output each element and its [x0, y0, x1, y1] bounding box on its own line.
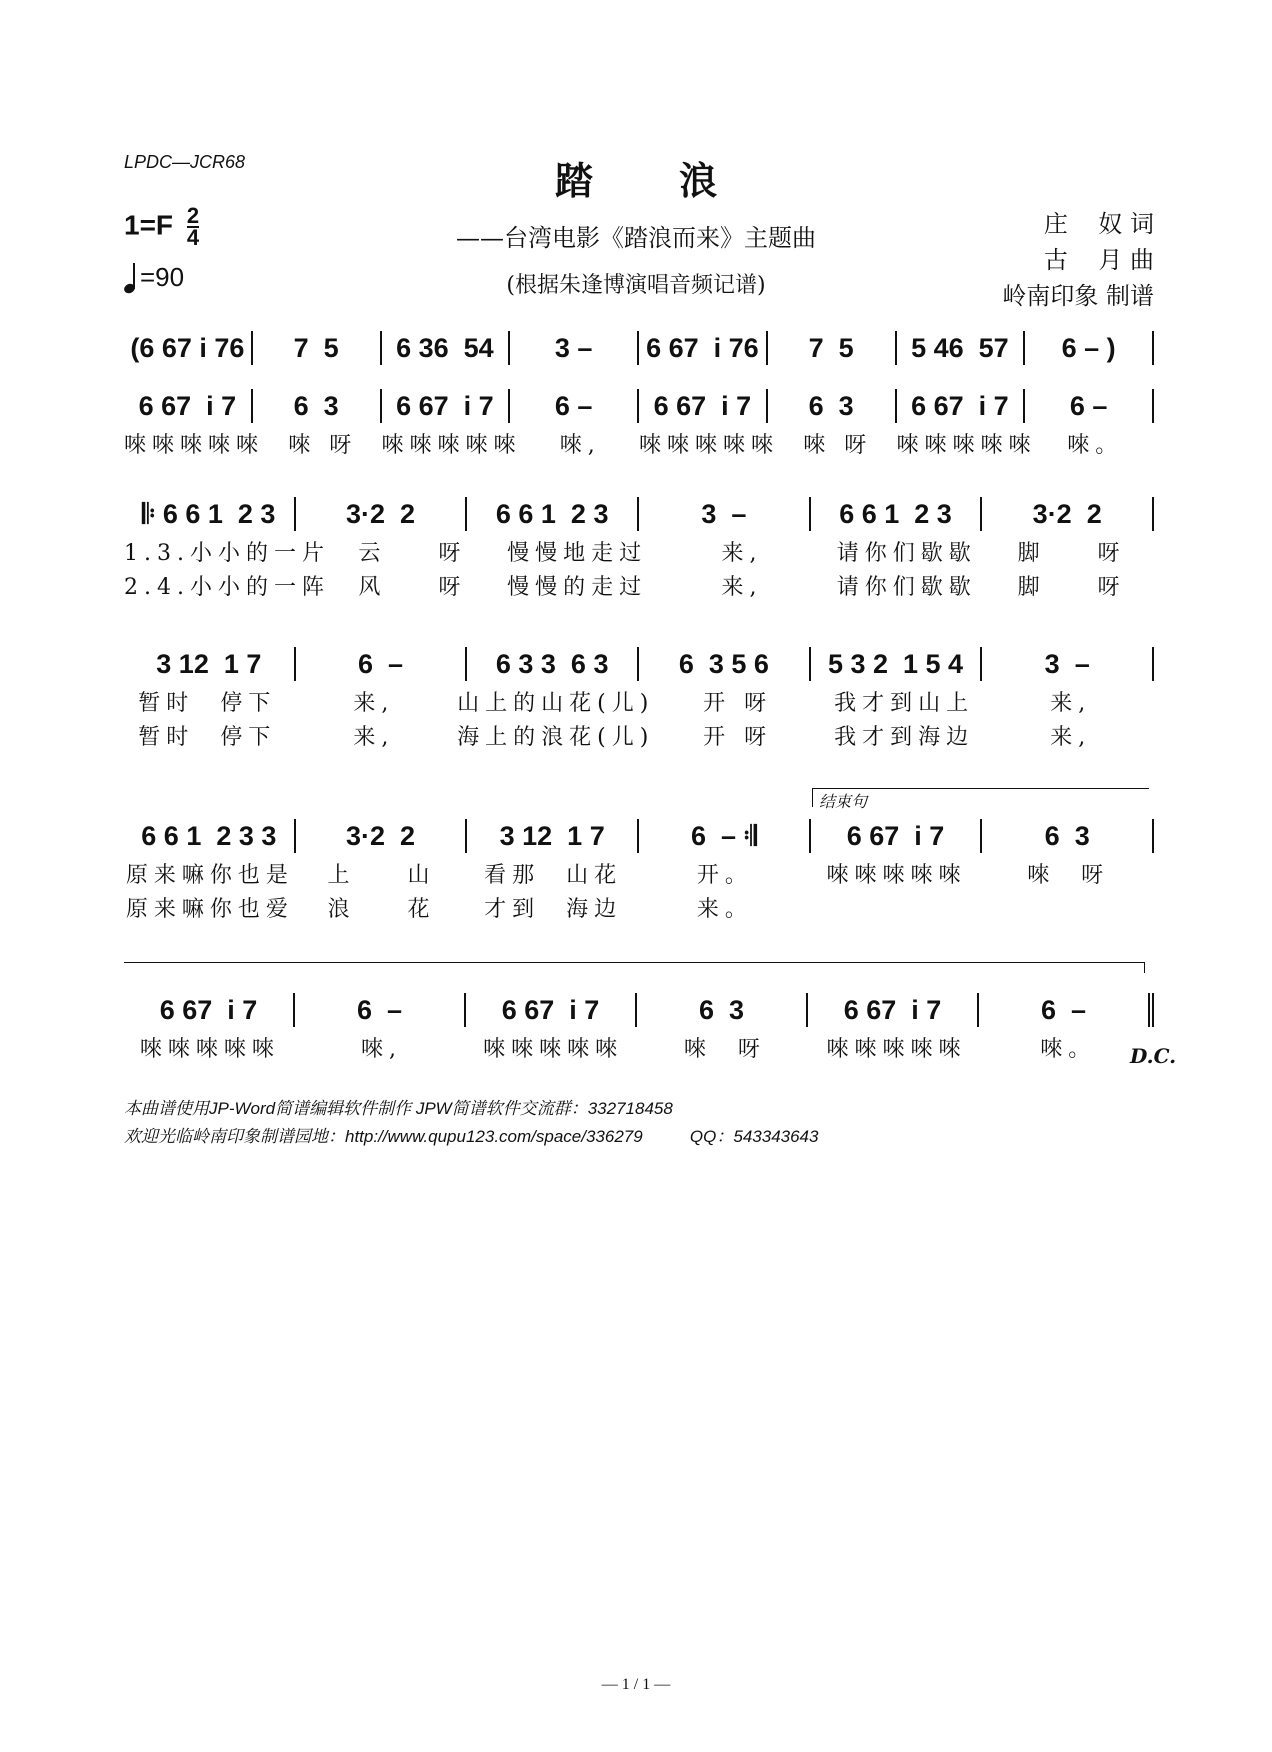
arranger-credit: 岭南印象 制谱	[1002, 282, 1154, 310]
lyric: 唻。	[1040, 1036, 1097, 1062]
measure: 3 12 1 7	[124, 647, 296, 681]
measure: 6 67 i 7	[382, 389, 511, 423]
lyric: 唻唻唻唻唻	[639, 432, 780, 458]
system-intro	[124, 328, 1154, 368]
lyric-row	[124, 718, 1154, 752]
lyric-row	[124, 534, 1154, 568]
lyric: 唻 呀	[683, 1036, 766, 1062]
lyric: 开。	[696, 862, 753, 888]
lyric: 请你们歇歇	[836, 540, 977, 566]
system-6	[124, 990, 1154, 1064]
lyric: 暂时 停下	[138, 690, 277, 716]
system-2	[124, 386, 1154, 460]
lyric-row	[124, 890, 1154, 924]
measure: 3·2 2	[982, 497, 1154, 531]
tempo-value: =90	[140, 262, 185, 292]
lyric: 来,	[353, 690, 395, 716]
lyric: 原来嘛你也是	[125, 862, 294, 888]
measure: 6 – 𝄇	[639, 819, 811, 853]
measure: 6 6 1 2 3	[467, 497, 639, 531]
lyric: 唻 呀	[288, 432, 358, 458]
measure: 6 –	[979, 993, 1154, 1027]
footer-line-1: 本曲谱使用JP-Word简谱编辑软件制作 JPW简谱软件交流群：332718458	[124, 1099, 673, 1118]
score-code: LPDC—JCR68	[124, 152, 246, 172]
lyric: 唻唻唻唻唻	[139, 1036, 280, 1062]
lyric: 我才到山上	[834, 690, 975, 716]
ending-bracket: 结束句	[812, 788, 1149, 807]
lyric: 来,	[1050, 724, 1092, 750]
lyric: 上 山	[327, 862, 436, 888]
measure: (6 67 i 76	[124, 331, 253, 365]
lyric: 唻唻唻唻唻	[381, 432, 522, 458]
time-bottom: 4	[186, 225, 200, 250]
measure: 3 –	[510, 331, 639, 365]
measure: 3 –	[982, 647, 1154, 681]
lyric: 慢慢的走过	[507, 574, 648, 600]
score-title: 踏浪	[554, 158, 803, 203]
measure: 5 46 57	[897, 331, 1026, 365]
measure: 6 3 5 6	[639, 647, 811, 681]
lyric: 云 呀	[358, 540, 467, 566]
lyric: 唻 呀	[1027, 862, 1110, 888]
lyric: 风 呀	[358, 574, 467, 600]
measure: 6 67 i 76	[639, 331, 768, 365]
composer-credit: 古 月 曲	[1043, 246, 1154, 274]
measure: 7 5	[253, 331, 382, 365]
lyric-row	[124, 1030, 1154, 1064]
lyric: 唻唻唻唻唻	[124, 432, 265, 458]
lyric: 来。	[696, 896, 753, 922]
system-3	[124, 494, 1154, 602]
lyric: 来,	[1050, 690, 1092, 716]
system-5	[124, 816, 1154, 924]
time-top: 2	[186, 203, 200, 228]
lyric: 山上的山花(儿)	[457, 690, 655, 716]
lyric: 开 呀	[703, 724, 773, 750]
lyric: 唻唻唻唻唻	[896, 432, 1037, 458]
score-subtitle: ——台湾电影《踏浪而来》主题曲	[456, 224, 816, 252]
lyric: 开 呀	[703, 690, 773, 716]
score-source: (根据朱逢博演唱音频记谱)	[506, 273, 766, 298]
measure: 6 36 54	[382, 331, 511, 365]
measure: 6 67 i 7	[811, 819, 983, 853]
lyric-row	[124, 684, 1154, 718]
page-number: — 1 / 1 —	[601, 1676, 671, 1693]
lyric-row	[124, 568, 1154, 602]
measure: 6 67 i 7	[639, 389, 768, 423]
lyric: 唻唻唻唻唻	[826, 862, 967, 888]
measure: 6 3 3 6 3	[467, 647, 639, 681]
lyric: 来,	[721, 540, 763, 566]
lyric: 来,	[721, 574, 763, 600]
lyric: 我才到海边	[834, 724, 975, 750]
lyric: 唻唻唻唻唻	[483, 1036, 624, 1062]
lyric: 脚 呀	[1017, 540, 1126, 566]
system-4	[124, 644, 1154, 752]
lyric: 海上的浪花(儿)	[457, 724, 655, 750]
lyricist-credit: 庄 奴 词	[1043, 210, 1154, 238]
lyric: 2.4.小小的一阵	[124, 574, 330, 600]
lyric: 唻唻唻唻唻	[826, 1036, 967, 1062]
music-row	[124, 494, 1154, 534]
coda-line	[124, 962, 1145, 973]
lyric: 浪 花	[327, 896, 436, 922]
lyric: 1.3.小小的一片	[124, 540, 330, 566]
lyric: 来,	[353, 724, 395, 750]
lyric: 唻,	[559, 432, 601, 458]
lyric-row	[124, 426, 1154, 460]
measure: 6 67 i 7	[124, 993, 295, 1027]
measure: 6 –	[295, 993, 466, 1027]
lyric: 唻,	[361, 1036, 402, 1062]
measure: 6 67 i 7	[124, 389, 253, 423]
measure: 3 12 1 7	[467, 819, 639, 853]
lyric: 请你们歇歇	[836, 574, 977, 600]
measure: 3·2 2	[296, 819, 468, 853]
lyric: 才到 海边	[484, 896, 623, 922]
measure: 6 –	[510, 389, 639, 423]
music-row	[124, 816, 1154, 856]
music-row	[124, 990, 1154, 1030]
music-row	[124, 386, 1154, 426]
measure: 7 5	[768, 331, 897, 365]
measure: 3·2 2	[296, 497, 468, 531]
music-row	[124, 328, 1154, 368]
lyric: 唻。	[1067, 432, 1124, 458]
lyric: 原来嘛你也爱	[125, 896, 294, 922]
lyric: 唻 呀	[803, 432, 873, 458]
measure: 5 3 2 1 5 4	[811, 647, 983, 681]
measure: 6 –	[1025, 389, 1154, 423]
measure: 6 –	[296, 647, 468, 681]
footer-line-2: 欢迎光临岭南印象制谱园地：http://www.qupu123.com/space/336279 QQ：543343643	[124, 1127, 819, 1146]
measure: 6 3	[637, 993, 808, 1027]
lyric: 脚 呀	[1017, 574, 1126, 600]
measure: 6 – )	[1025, 331, 1154, 365]
lyric: 看那 山花	[484, 862, 623, 888]
music-row	[124, 644, 1154, 684]
dc-mark: D.C.	[1130, 1044, 1177, 1068]
measure: 6 6 1 2 3	[811, 497, 983, 531]
measure: 6 6 1 2 3 3	[124, 819, 296, 853]
lyric-row	[124, 856, 1154, 890]
measure: 𝄆 6 6 1 2 3	[124, 497, 296, 531]
key-label: 1=F	[124, 209, 174, 241]
measure: 3 –	[639, 497, 811, 531]
measure: 6 67 i 7	[466, 993, 637, 1027]
lyric: 慢慢地走过	[507, 540, 648, 566]
measure: 6 67 i 7	[897, 389, 1026, 423]
lyric: 暂时 停下	[138, 724, 277, 750]
measure: 6 67 i 7	[808, 993, 979, 1027]
measure: 6 3	[768, 389, 897, 423]
measure: 6 3	[253, 389, 382, 423]
measure: 6 3	[982, 819, 1154, 853]
